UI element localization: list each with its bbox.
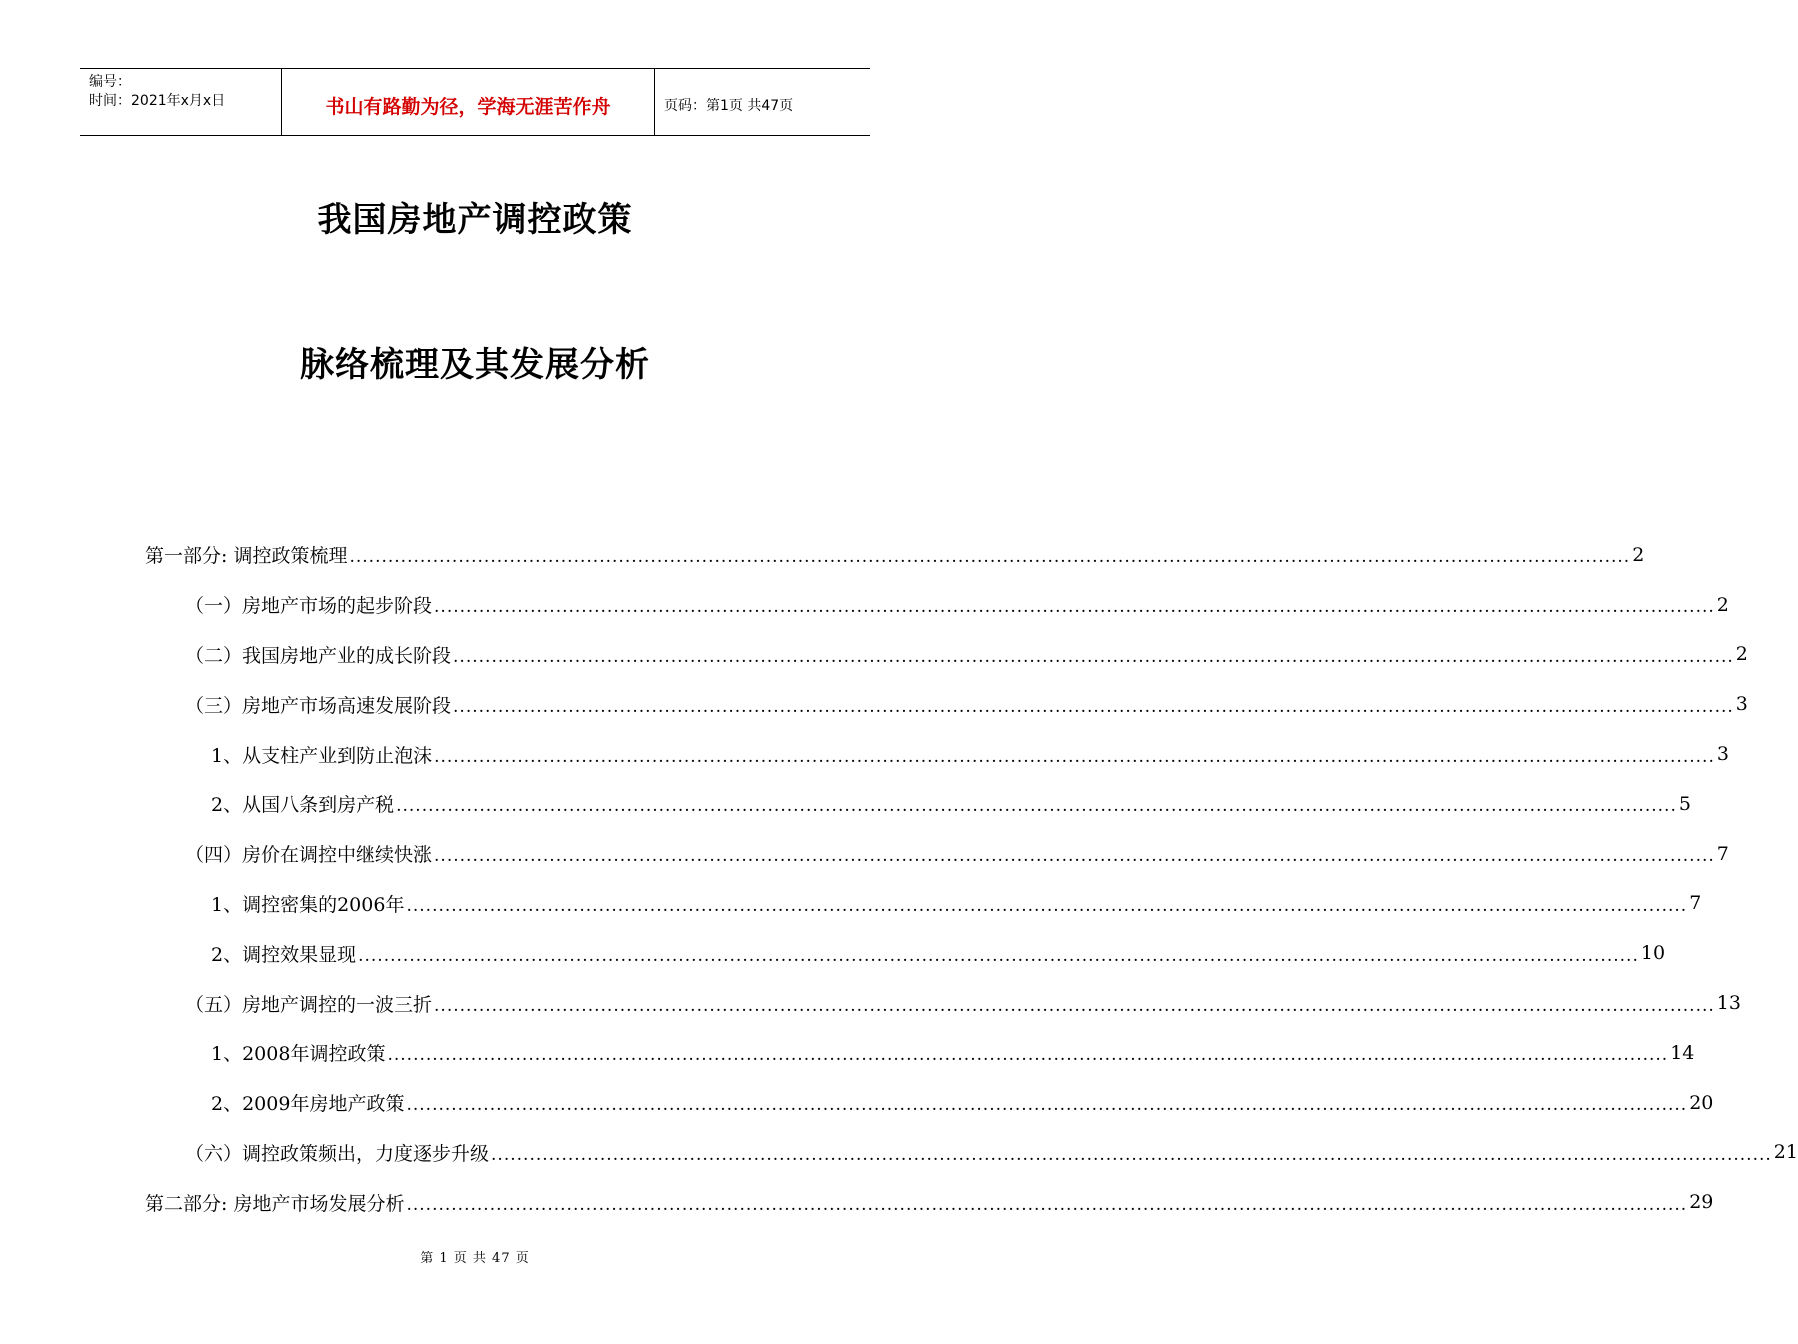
- toc-entry[interactable]: [145, 978, 1741, 1028]
- toc-leader-dots: ........................................................................................................................................................................................................: [434, 846, 1715, 867]
- toc-entry-label: 2、从国八条到房产税: [211, 790, 396, 817]
- toc-entry-label: 1、调控密集的2006年: [211, 890, 406, 917]
- header-number-label: 编号：: [89, 74, 131, 90]
- document-title-line1: 我国房地产调控政策: [317, 200, 633, 240]
- toc-entry[interactable]: [145, 679, 1748, 729]
- document-title-line2: 脉络梳理及其发展分析: [300, 345, 650, 385]
- toc-entry-page: 21: [1773, 1141, 1798, 1164]
- toc-entry-page: 14: [1670, 1041, 1695, 1064]
- toc-entry-page: 20: [1689, 1091, 1714, 1114]
- toc-entry-label: 2、调控效果显现: [211, 940, 358, 967]
- toc-entry-page: 10: [1640, 942, 1666, 965]
- toc-entry-page: 13: [1716, 992, 1741, 1015]
- toc-entry-page: 2: [1735, 643, 1748, 666]
- header-page-info: 页码：第1页 共47页: [664, 98, 794, 114]
- toc-entry-page: 29: [1689, 1191, 1714, 1214]
- toc-entry-page: 7: [1689, 892, 1702, 915]
- toc-entry-page: 2: [1632, 543, 1645, 566]
- toc-entry-label: （二）我国房地产业的成长阶段: [185, 641, 453, 668]
- toc-entry-page: 3: [1735, 693, 1748, 716]
- toc-entry[interactable]: [145, 829, 1729, 879]
- toc-entry-label: （一）房地产市场的起步阶段: [185, 591, 434, 618]
- toc-entry-page: 2: [1716, 593, 1729, 616]
- toc-leader-dots: ........................................................................................................................................................................................................: [406, 1095, 1688, 1116]
- toc-entry[interactable]: [145, 630, 1748, 680]
- toc-entry[interactable]: [145, 1028, 1695, 1078]
- toc-entry[interactable]: [145, 879, 1702, 929]
- table-of-contents: [145, 530, 1798, 1227]
- toc-entry[interactable]: [145, 928, 1666, 978]
- toc-entry-label: 2、2009年房地产政策: [211, 1089, 406, 1116]
- toc-leader-dots: ........................................................................................................................................................................................................: [406, 1194, 1688, 1215]
- toc-entry[interactable]: [145, 1078, 1714, 1128]
- toc-leader-dots: ........................................................................................................................................................................................................: [434, 746, 1715, 767]
- page-footer: 第 1 页 共 47 页: [420, 1251, 530, 1266]
- toc-entry[interactable]: [145, 779, 1691, 829]
- toc-leader-dots: ........................................................................................................................................................................................................: [406, 895, 1688, 916]
- toc-entry-label: （四）房价在调控中继续快涨: [185, 840, 434, 867]
- toc-entry-page: 5: [1678, 792, 1691, 815]
- toc-entry[interactable]: [145, 729, 1729, 779]
- toc-entry-label: （三）房地产市场高速发展阶段: [185, 691, 453, 718]
- toc-entry[interactable]: [145, 530, 1645, 580]
- toc-entry[interactable]: [145, 1128, 1798, 1178]
- toc-entry-label: 第一部分: 调控政策梳理: [145, 541, 349, 568]
- toc-leader-dots: ........................................................................................................................................................................................................: [349, 547, 1631, 568]
- toc-leader-dots: ........................................................................................................................................................................................................: [453, 696, 1734, 717]
- toc-entry-label: 第二部分: 房地产市场发展分析: [145, 1189, 406, 1216]
- toc-entry-page: 3: [1716, 743, 1729, 766]
- header-time-label: 时间：2021年x月x日: [89, 93, 226, 109]
- toc-entry-label: 1、2008年调控政策: [211, 1039, 387, 1066]
- toc-entry[interactable]: [145, 1177, 1714, 1227]
- toc-leader-dots: ........................................................................................................................................................................................................: [434, 995, 1715, 1016]
- toc-entry[interactable]: [145, 580, 1729, 630]
- toc-leader-dots: ........................................................................................................................................................................................................: [491, 1144, 1772, 1165]
- toc-leader-dots: ........................................................................................................................................................................................................: [453, 646, 1734, 667]
- toc-entry-page: 7: [1716, 842, 1729, 865]
- toc-leader-dots: ........................................................................................................................................................................................................: [396, 796, 1677, 817]
- header-meta: [80, 69, 282, 135]
- toc-leader-dots: ........................................................................................................................................................................................................: [434, 597, 1715, 618]
- toc-leader-dots: ........................................................................................................................................................................................................: [387, 1045, 1669, 1066]
- header-motto: 书山有路勤为径，学海无涯苦作舟: [282, 69, 655, 135]
- toc-entry-label: 1、从支柱产业到防止泡沫: [211, 741, 434, 768]
- toc-leader-dots: ........................................................................................................................................................................................................: [358, 945, 1639, 966]
- toc-entry-label: （五）房地产调控的一波三折: [185, 990, 434, 1017]
- page-header: [80, 68, 870, 136]
- toc-entry-label: （六）调控政策频出，力度逐步升级: [185, 1139, 491, 1166]
